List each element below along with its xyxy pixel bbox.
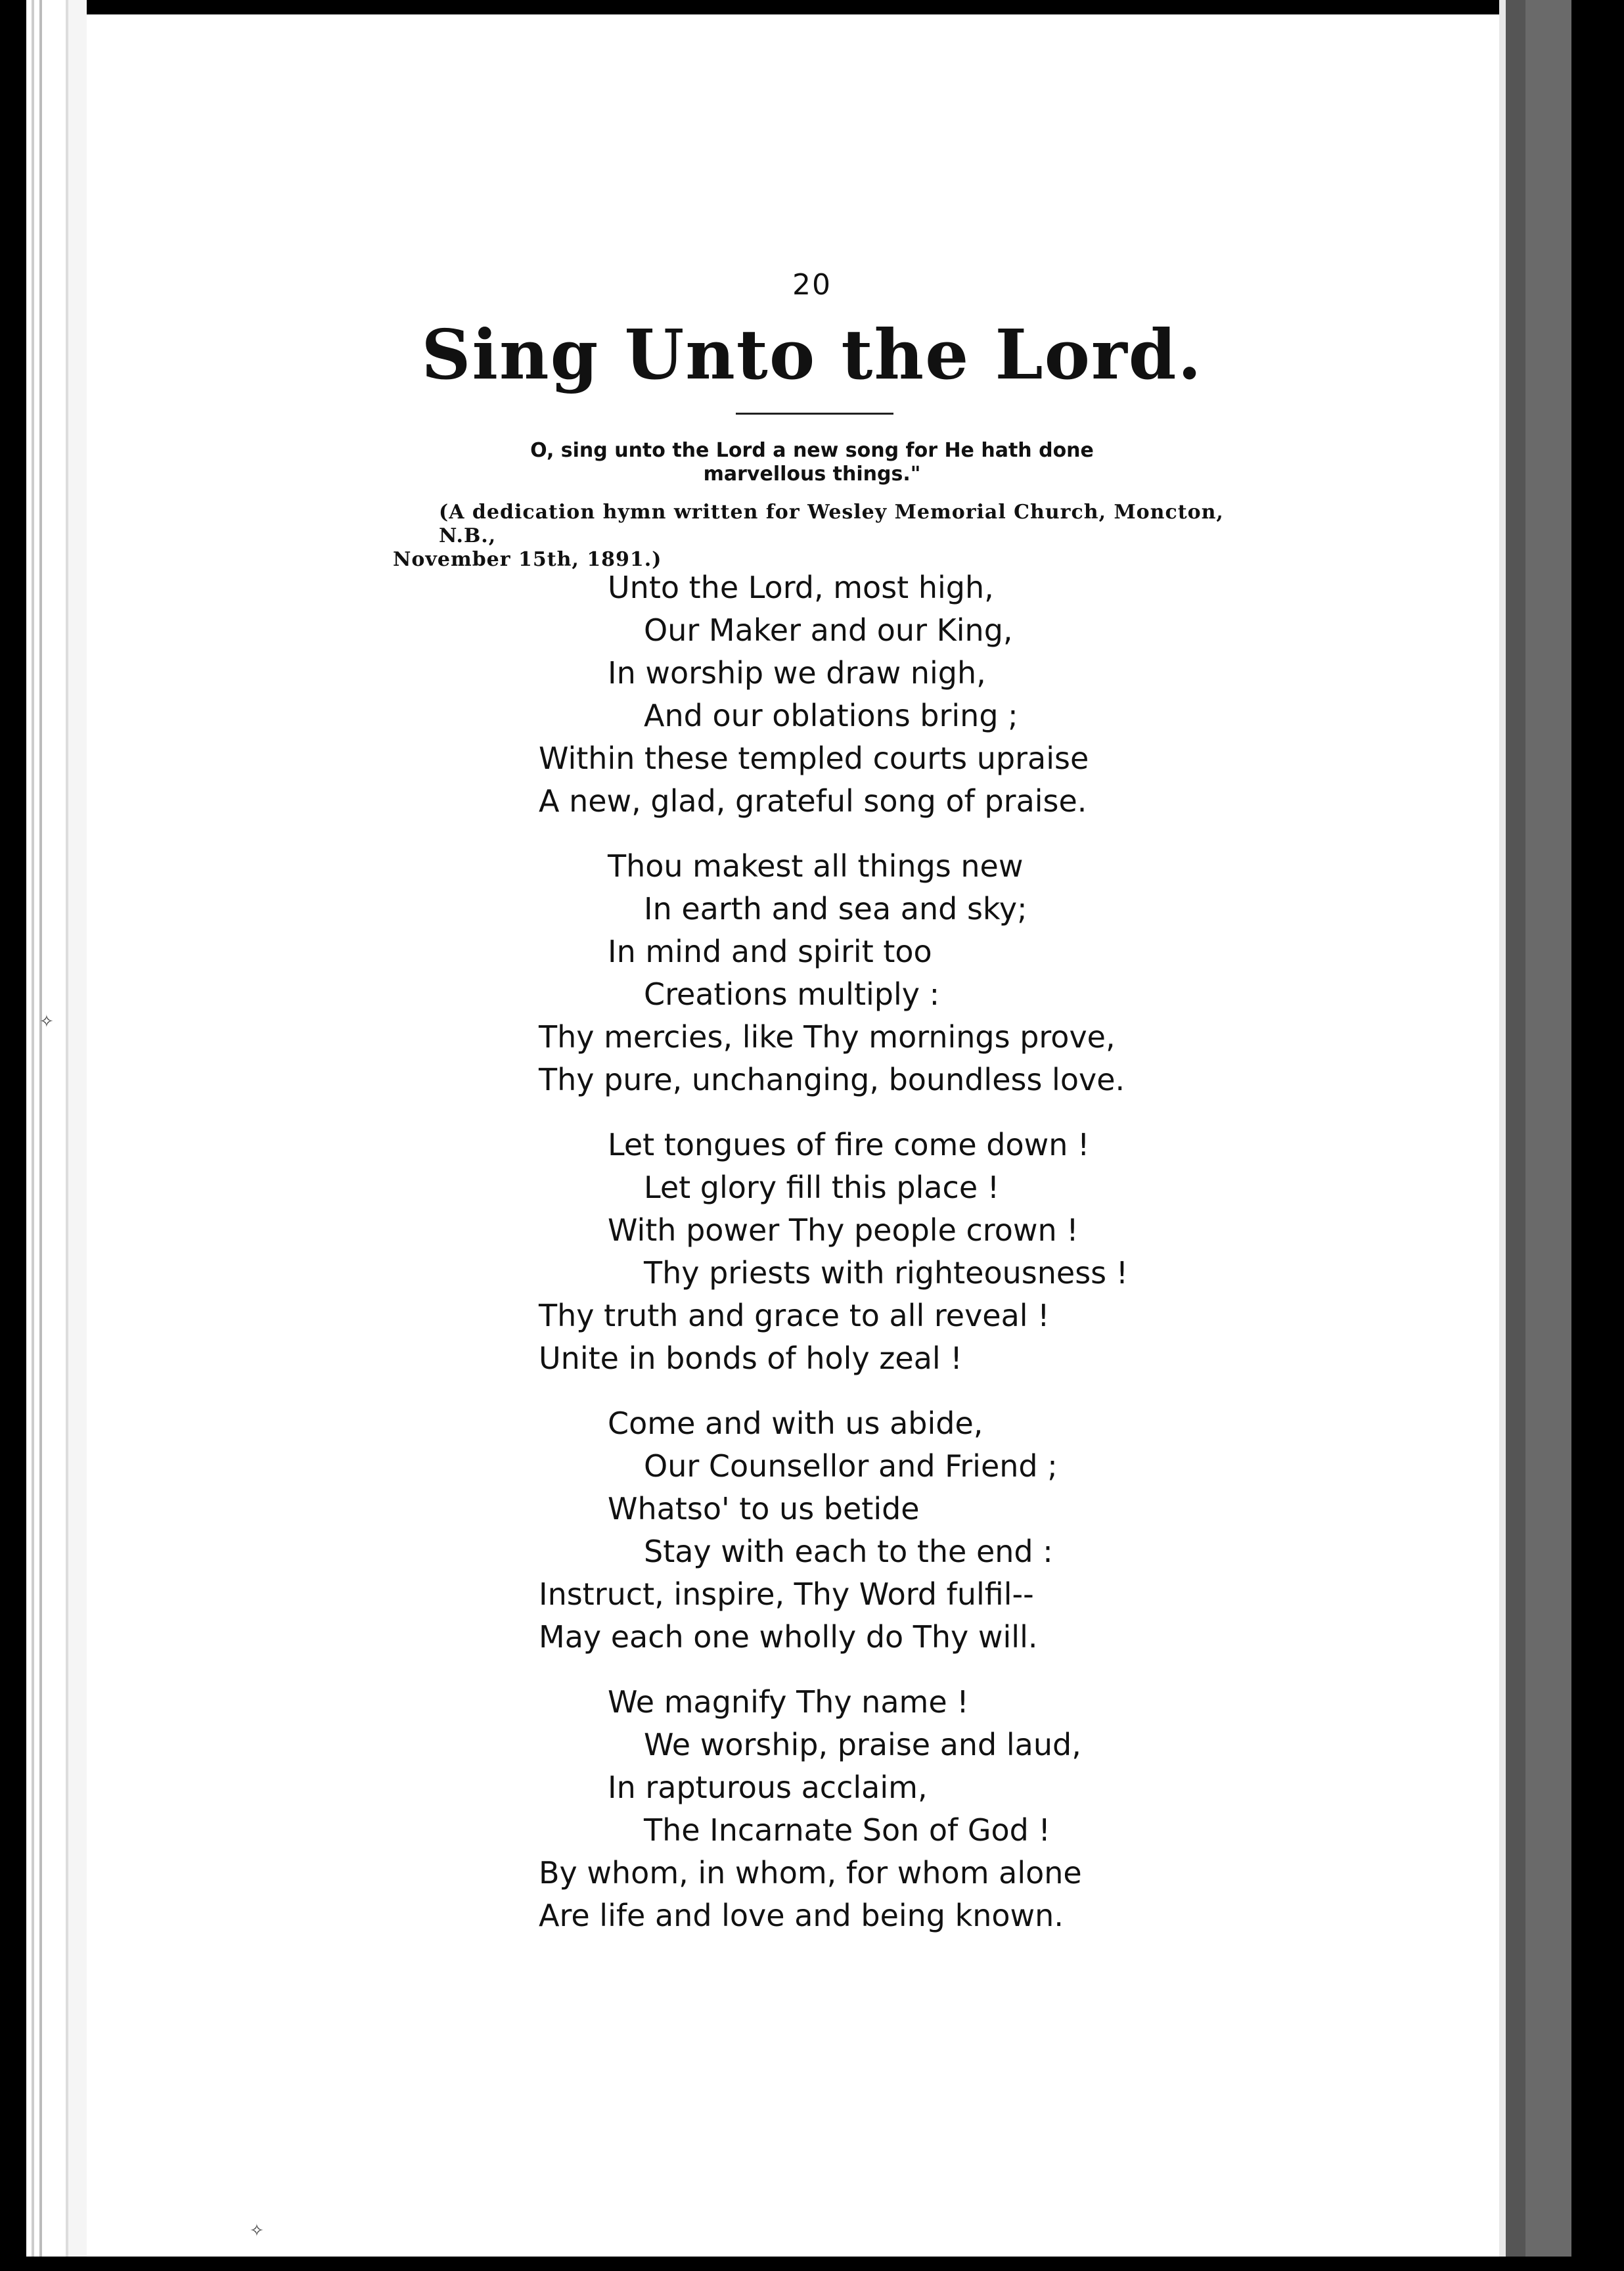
poem-line: Let glory fill this place ! <box>644 1170 1000 1205</box>
epigraph-line: marvellous things." <box>703 463 921 486</box>
scan-bottom-border <box>0 2257 1624 2271</box>
stanza <box>539 1402 1261 1659</box>
title-divider <box>736 413 893 415</box>
dedication-note-line: (A dedication hymn written for Wesley Memorial Church, Moncton, N.B., <box>439 501 1224 547</box>
poem-line: Within these templed courts upraise <box>539 741 1089 776</box>
dedication-note-line: November 15th, 1891.) <box>393 548 662 571</box>
poem-line: Our Counsellor and Friend ; <box>644 1448 1058 1484</box>
poem-line: Stay with each to the end : <box>644 1534 1053 1569</box>
poem-line: Instruct, inspire, Thy Word fulfil-- <box>539 1576 1034 1612</box>
epigraph-line: O, sing unto the Lord a new song for He hath done <box>530 439 1094 462</box>
scan-speck-mark: ✧ <box>39 1012 54 1032</box>
stanza <box>539 566 1261 823</box>
poem-line: In worship we draw nigh, <box>608 655 986 691</box>
page-number: 20 <box>792 268 832 302</box>
poem-line: Thy pure, unchanging, boundless love. <box>539 1062 1125 1097</box>
stanza <box>539 845 1261 1101</box>
poem-line: Come and with us abide, <box>608 1406 983 1441</box>
poem-line: Let tongues of fire come down ! <box>608 1127 1090 1162</box>
poem-line: May each one wholly do Thy will. <box>539 1619 1038 1655</box>
stanza <box>539 1681 1261 1937</box>
stanza <box>539 1124 1261 1380</box>
poem-line: Whatso' to us betide <box>608 1491 920 1526</box>
poem-line: Unto the Lord, most high, <box>608 570 994 605</box>
poem-line: And our oblations bring ; <box>644 698 1018 733</box>
poem-line: Thou makest all things new <box>608 848 1024 884</box>
poem-line: Unite in bonds of holy zeal ! <box>539 1341 962 1376</box>
poem-line: A new, glad, grateful song of praise. <box>539 783 1087 819</box>
poem-line: Thy truth and grace to all reveal ! <box>539 1298 1050 1333</box>
poem-line: We worship, praise and laud, <box>644 1727 1081 1762</box>
poem-body <box>539 566 1261 1960</box>
epigraph <box>0 439 1624 486</box>
poem-line: In rapturous acclaim, <box>608 1770 928 1805</box>
scan-speck-mark: ✧ <box>250 2221 264 2241</box>
poem-line: By whom, in whom, for whom alone <box>539 1855 1082 1891</box>
poem-line: In earth and sea and sky; <box>644 891 1027 927</box>
poem-line: With power Thy people crown ! <box>608 1212 1079 1248</box>
poem-line: Thy priests with righteousness ! <box>644 1255 1129 1291</box>
poem-line: The Incarnate Son of God ! <box>644 1812 1050 1848</box>
scan-top-border <box>0 0 1624 14</box>
dedication-note <box>393 501 1280 572</box>
poem-line: Thy mercies, like Thy mornings prove, <box>539 1019 1116 1055</box>
poem-line: Are life and love and being known. <box>539 1898 1064 1933</box>
poem-line: We magnify Thy name ! <box>608 1684 969 1720</box>
poem-line: Our Maker and our King, <box>644 612 1013 648</box>
poem-title: Sing Unto the Lord. <box>421 314 1203 395</box>
poem-line: In mind and spirit too <box>608 934 932 969</box>
poem-line: Creations multiply : <box>644 976 940 1012</box>
